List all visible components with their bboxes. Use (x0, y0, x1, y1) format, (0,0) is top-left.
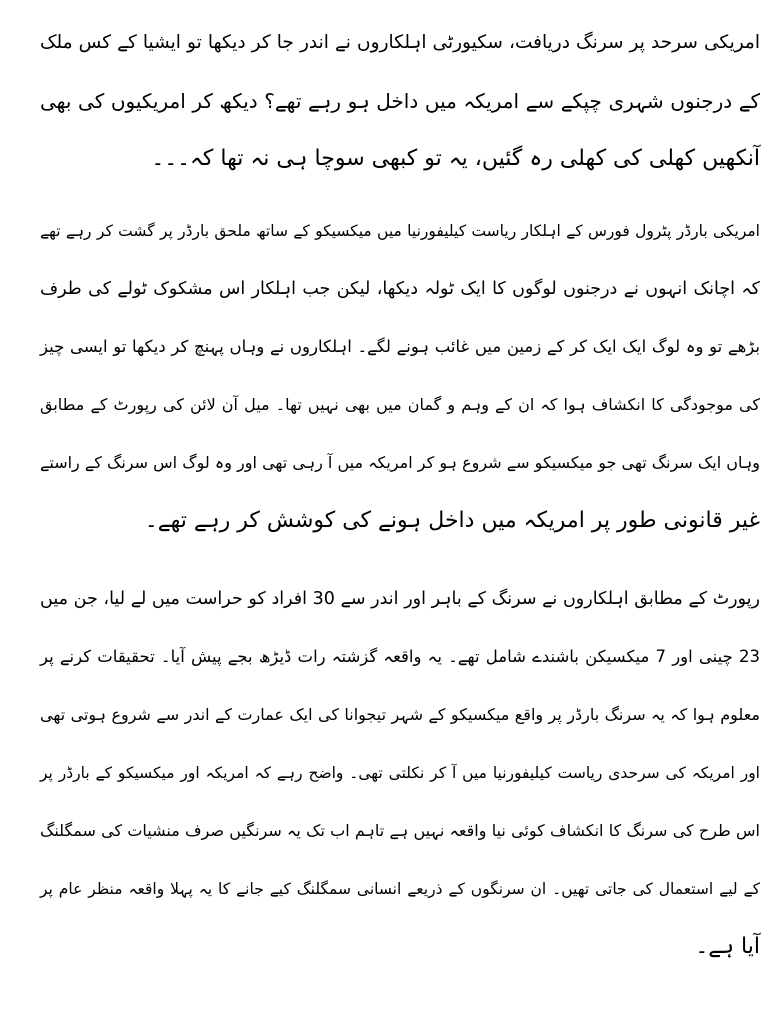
text-line: معلوم ہوا کہ یہ سرنگ بارڈر پر واقع میکسیکو کے شہر تیجوانا کی ایک عمارت کے اندر سے شروع ہوتی تھی (40, 705, 760, 724)
text-line: کہ اچانک انہوں نے درجنوں لوگوں کا ایک ٹولہ دیکھا، لیکن جب اہلکار اس مشکوک ٹولے کی طرف (40, 279, 760, 299)
paragraph-incident (40, 202, 760, 550)
article-body (40, 14, 760, 976)
paragraph-spacer (40, 188, 760, 202)
text-line: آنکھیں کھلی کی کھلی رہ گئیں، یہ تو کبھی سوچا ہی نہ تھا کہ۔۔۔ (151, 146, 760, 171)
text-line: امریکی بارڈر پٹرول فورس کے اہلکار ریاست کیلیفورنیا میں میکسیکو کے ساتھ ملحق بارڈر پر گشت کر رہے تھے (40, 222, 760, 240)
paragraph-report (40, 570, 760, 976)
text-line: امریکی سرحد پر سرنگ دریافت، سکیورٹی اہلکاروں نے اندر جا کر دیکھا تو ایشیا کے کس ملک (40, 32, 760, 53)
text-line: غیر قانونی طور پر امریکہ میں داخل ہونے کی کوشش کر رہے تھے۔ (144, 508, 760, 533)
text-line: آیا ہے۔ (695, 934, 760, 959)
text-line: 23 چینی اور 7 میکسیکن باشندے شامل تھے۔ یہ واقعہ گزشتہ رات ڈیڑھ بجے پیش آیا۔ تحقیقات کرنے پر (40, 647, 760, 666)
paragraph-spacer (40, 550, 760, 570)
text-line: کے درجنوں شہری چپکے سے امریکہ میں داخل ہو رہے تھے؟ دیکھ کر امریکیوں کی بھی (40, 89, 760, 113)
text-line: وہاں ایک سرنگ تھی جو میکسیکو سے شروع ہو کر امریکہ میں آ رہی تھی اور وہ لوگ اس سرنگ کے راستے (40, 453, 760, 472)
paragraph-headline (40, 14, 760, 188)
text-line: کی موجودگی کا انکشاف ہوا کہ ان کے وہم و گمان میں بھی نہیں تھا۔ میل آن لائن کی رپورٹ کے مطابق (40, 395, 760, 414)
text-line: کے لیے استعمال کی جاتی تھیں۔ ان سرنگوں کے ذریعے انسانی سمگلنگ کیے جانے کا یہ پہلا واقعہ منظر عام پر (40, 880, 760, 898)
text-line: اور امریکہ کی سرحدی ریاست کیلیفورنیا میں آ کر نکلتی تھی۔ واضح رہے کہ امریکہ اور میکسیکو کے بارڈر پر (40, 764, 760, 782)
text-line: بڑھے تو وہ لوگ ایک ایک کر کے زمین میں غائب ہونے لگے۔ اہلکاروں نے وہاں پہنچ کر دیکھا تو ایسی چیز (40, 337, 760, 356)
text-line: رپورٹ کے مطابق اہلکاروں نے سرنگ کے باہر اور اندر سے 30 افراد کو حراست میں لے لیا، جن میں (40, 589, 760, 609)
text-line: اس طرح کی سرنگ کا انکشاف کوئی نیا واقعہ نہیں ہے تاہم اب تک یہ سرنگیں صرف منشیات کی سمگلنگ (40, 821, 760, 840)
